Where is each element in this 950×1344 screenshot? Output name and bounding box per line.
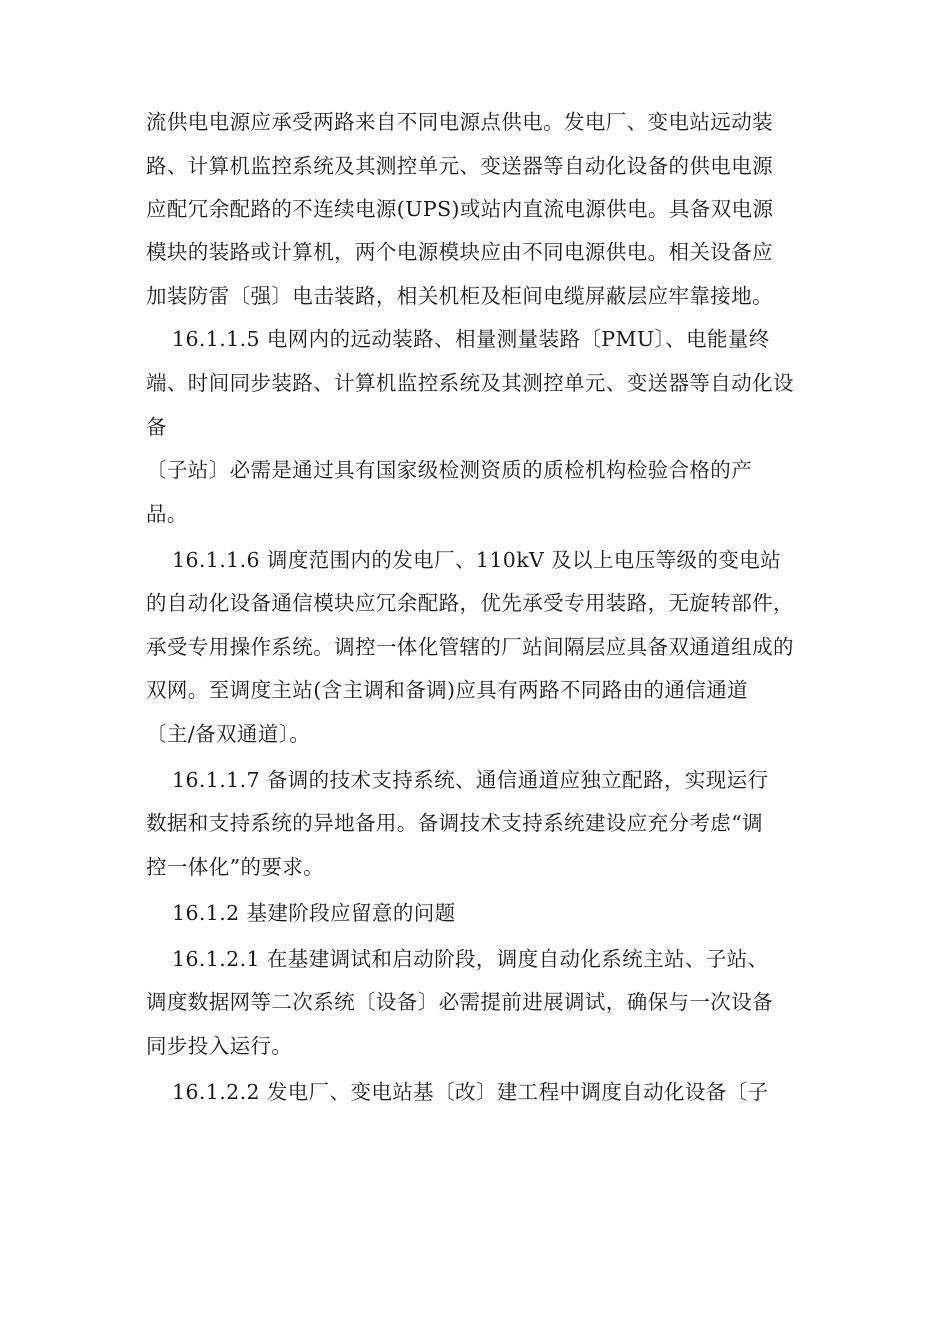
text-line: 模块的装路或计算机，两个电源模块应由不同电源供电。相关设备应 [146, 240, 773, 264]
text-line: 同步投入运行。 [146, 1034, 293, 1058]
text-line: 〔子站〕必需是通过具有国家级检测资质的质检机构检验合格的产 [146, 458, 753, 482]
text-line: 的自动化设备通信模块应冗余配路，优先承受专用装路，无旋转部件， [146, 591, 794, 615]
text-line: 双网。至调度主站(含主调和备调)应具有两路不同路由的通信通道 [146, 678, 748, 702]
section-paragraph-start: 16.1.1.7 备调的技术支持系统、通信通道应独立配路，实现运行 [172, 768, 769, 792]
text-line: 控一体化”的要求。 [146, 855, 325, 879]
text-line: 数据和支持系统的异地备用。备调技术支持系统建设应充分考虑“调 [146, 811, 763, 835]
text-line: 备 [146, 415, 167, 439]
text-line: 流供电电源应承受两路来自不同电源点供电。发电厂、变电站远动装 [146, 110, 773, 134]
section-paragraph-start: 16.1.1.5 电网内的远动装路、相量测量装路〔PMU〕、电能量终 [172, 327, 770, 351]
text-line: 端、时间同步装路、计算机监控系统及其测控单元、变送器等自动化设 [146, 371, 794, 395]
section-paragraph-start: 16.1.2.1 在基建调试和启动阶段，调度自动化系统主站、子站、 [172, 947, 769, 971]
text-line: 应配冗余配路的不连续电源(UPS)或站内直流电源供电。具备双电源 [146, 197, 774, 221]
section-paragraph-start: 16.1.1.6 调度范围内的发电厂、110kV 及以上电压等级的变电站 [172, 548, 782, 572]
text-line: 调度数据网等二次系统〔设备〕必需提前进展调试，确保与一次设备 [146, 990, 773, 1014]
section-paragraph-start: 16.1.2.2 发电厂、变电站基〔改〕建工程中调度自动化设备〔子 [172, 1080, 769, 1104]
text-line: 路、计算机监控系统及其测控单元、变送器等自动化设备的供电电源 [146, 154, 773, 178]
text-line: 〔主/备双通道〕。 [146, 722, 311, 746]
text-line: 加装防雷〔强〕电击装路，相关机柜及柜间电缆屏蔽层应牢靠接地。 [146, 284, 773, 308]
text-line: 承受专用操作系统。调控一体化管辖的厂站间隔层应具备双通道组成的 [146, 635, 794, 659]
text-line: 品。 [146, 502, 188, 526]
section-heading: 16.1.2 基建阶段应留意的问题 [172, 901, 456, 925]
